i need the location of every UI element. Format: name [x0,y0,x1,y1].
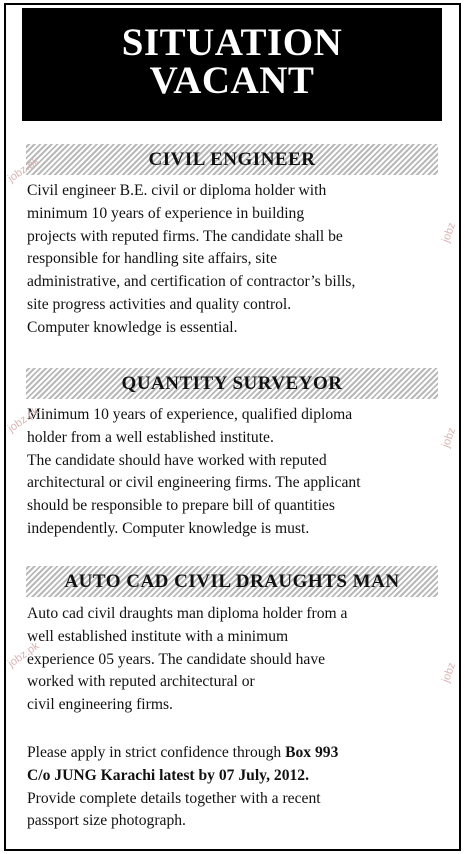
section-body-civil-engineer [27,180,447,340]
body-line: architectural or civil engineering firms. The applicant [27,474,361,492]
watermark: jobz [440,426,459,450]
body-line: Civil engineer B.E. civil or diploma holder with [27,182,327,199]
body-line: minimum 10 years of experience in building [27,204,305,222]
body-line: independently. Computer knowledge is must. [27,519,310,537]
body-line: The candidate should have worked with reputed [27,451,327,469]
body-line: well established institute with a minimum [27,627,289,645]
watermark: jobz [440,661,459,685]
body-line: Computer knowledge is essential. [27,318,238,336]
body-line: Minimum 10 years of experience, qualified diploma [27,406,353,423]
ad-header [22,8,442,121]
apply-line-4: passport size photograph. [27,812,186,830]
section-title-civil-engineer: CIVIL ENGINEER [26,144,438,175]
header-line-1: SITUATION [121,21,343,64]
body-line: administrative, and certification of contractor’s bills, [27,273,356,291]
section-title-autocad-draughtsman: AUTO CAD CIVIL DRAUGHTS MAN [26,566,438,597]
watermark: jobz.pk [6,155,42,185]
body-line: holder from a well established institute. [27,428,274,446]
watermark: jobz [440,221,459,245]
body-line: worked with reputed architectural or [27,673,255,691]
body-line: projects with reputed firms. The candidate shall be [27,227,343,245]
section-title-quantity-surveyor: QUANTITY SURVEYOR [26,368,438,399]
apply-instructions [27,742,447,833]
apply-line-2: C/o JUNG Karachi latest by 07 July, 2012. [27,766,309,784]
body-line: civil engineering firms. [27,696,173,714]
body-line: responsible for handling site affairs, site [27,250,278,268]
section-body-quantity-surveyor [27,404,447,541]
header-line-2: VACANT [149,59,315,102]
watermark: jobz.pk [6,640,42,670]
body-line: experience 05 years. The candidate should have [27,650,326,668]
body-line: Auto cad civil draughts man diploma holder from a [27,605,348,622]
apply-line-3: Provide complete details together with a recent [27,789,321,807]
body-line: site progress activities and quality control. [27,295,292,313]
body-line: should be responsible to prepare bill of quantities [27,497,335,515]
watermark: jobz.pk [6,405,42,435]
section-body-autocad-draughtsman [27,603,447,717]
apply-line-1: Please apply in strict confidence through Box 993 [27,744,339,761]
